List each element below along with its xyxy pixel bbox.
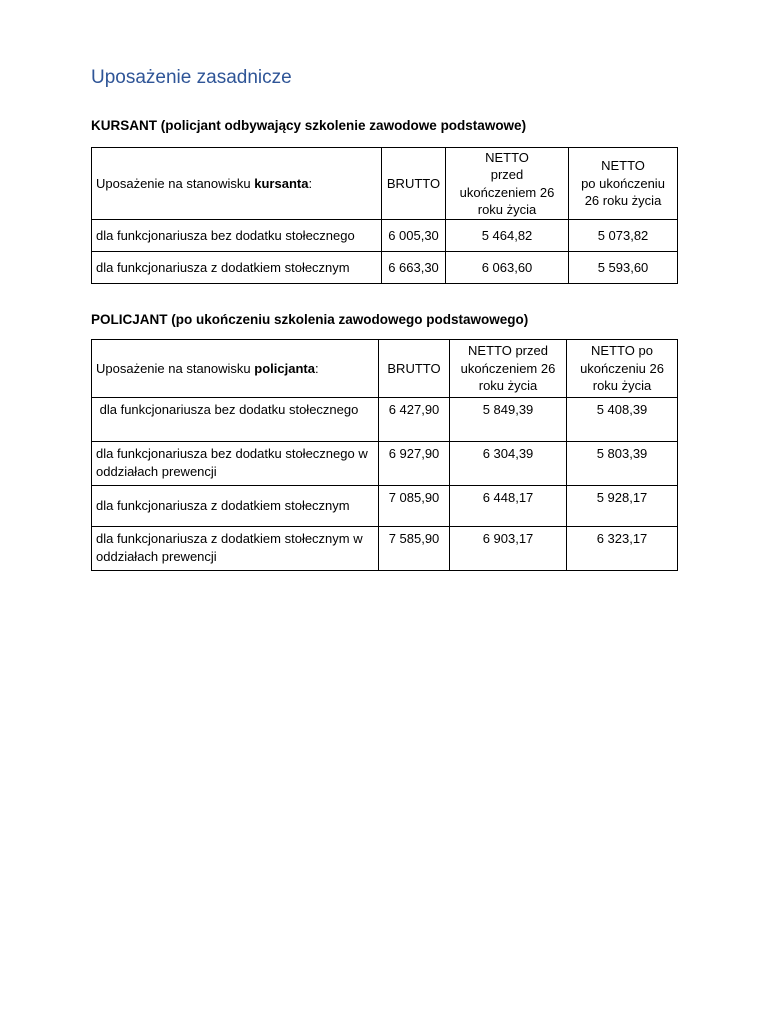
table-row — [92, 252, 678, 284]
row-brutto: 6 005,30 — [382, 220, 446, 252]
row-netto-after: 5 408,39 — [567, 398, 678, 442]
page-title: Uposażenie zasadnicze — [91, 67, 292, 88]
table-row — [92, 220, 678, 252]
header-netto-after: NETTO po ukończeniu 26 roku życia — [567, 340, 678, 398]
row-brutto: 6 663,30 — [382, 252, 446, 284]
kursant-heading: KURSANT (policjant odbywający szkolenie zawodowe podstawowe) — [91, 118, 527, 133]
row-netto-after: 5 593,60 — [569, 252, 678, 284]
table-header-row — [92, 148, 678, 220]
header-label-suffix: : — [308, 175, 313, 191]
header-brutto: BRUTTO — [382, 148, 446, 220]
row-brutto: 7 085,90 — [379, 486, 450, 527]
table-row — [92, 442, 678, 486]
header-brutto: BRUTTO — [379, 340, 450, 398]
header-netto-before: NETTO przed ukończeniem 26 roku życia — [446, 148, 569, 220]
header-label-prefix: Uposażenie na stanowisku — [96, 360, 255, 376]
row-netto-before: 5 464,82 — [446, 220, 569, 252]
row-brutto: 6 927,90 — [379, 442, 450, 486]
row-netto-before: 6 304,39 — [450, 442, 567, 486]
row-brutto: 7 585,90 — [379, 527, 450, 571]
table-row — [92, 398, 678, 442]
row-netto-before: 5 849,39 — [450, 398, 567, 442]
row-netto-after: 5 073,82 — [569, 220, 678, 252]
row-label: dla funkcjonariusza z dodatkiem stołecznym w oddziałach prewencji — [92, 527, 379, 571]
header-label-suffix: : — [314, 360, 319, 376]
header-label-cell — [92, 148, 382, 220]
table-row — [92, 527, 678, 571]
policjant-table — [91, 339, 678, 571]
table-header-row — [92, 340, 678, 398]
header-label-prefix: Uposażenie na stanowisku — [96, 175, 255, 191]
row-netto-before: 6 448,17 — [450, 486, 567, 527]
row-netto-before: 6 063,60 — [446, 252, 569, 284]
row-label: dla funkcjonariusza bez dodatku stołecznego w oddziałach prewencji — [92, 442, 379, 486]
row-label: dla funkcjonariusza bez dodatku stołecznego — [92, 398, 379, 442]
header-netto-after: NETTO po ukończeniu 26 roku życia — [569, 148, 678, 220]
row-netto-before: 6 903,17 — [450, 527, 567, 571]
policjant-heading: POLICJANT (po ukończeniu szkolenia zawodowego podstawowego) — [91, 312, 529, 327]
row-label: dla funkcjonariusza z dodatkiem stołecznym — [92, 252, 382, 284]
row-netto-after: 5 928,17 — [567, 486, 678, 527]
header-label-cell — [92, 340, 379, 398]
header-label-bold: kursanta — [254, 175, 309, 191]
row-label: dla funkcjonariusza bez dodatku stołecznego — [92, 220, 382, 252]
table-row — [92, 486, 678, 527]
kursant-table — [91, 147, 678, 284]
row-netto-after: 6 323,17 — [567, 527, 678, 571]
header-label-bold: policjanta — [254, 360, 315, 376]
row-label: dla funkcjonariusza z dodatkiem stołecznym — [92, 486, 379, 527]
header-netto-before: NETTO przed ukończeniem 26 roku życia — [450, 340, 567, 398]
row-netto-after: 5 803,39 — [567, 442, 678, 486]
row-brutto: 6 427,90 — [379, 398, 450, 442]
